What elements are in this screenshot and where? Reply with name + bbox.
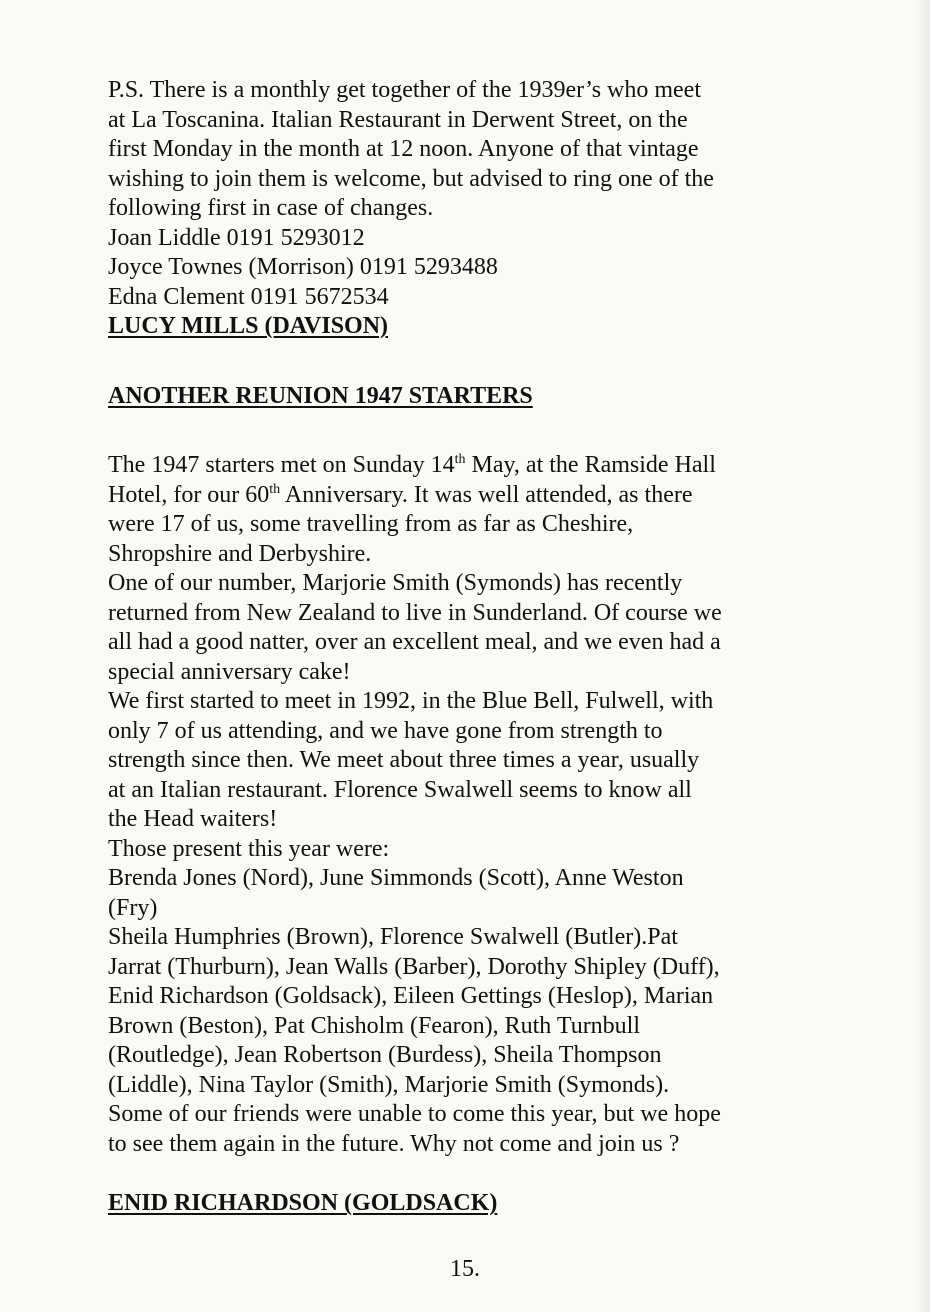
reunion-line: the Head waiters! <box>108 806 278 832</box>
reunion-line-text: Anniversary. It was well attended, as there <box>280 481 693 508</box>
reunion-line: Enid Richardson (Goldsack), Eileen Gettings (Heslop), Marian <box>108 983 714 1009</box>
reunion-line: Brenda Jones (Nord), June Simmonds (Scott), Anne Weston <box>108 865 684 891</box>
reunion-line: strength since then. We meet about three times a year, usually <box>108 747 700 773</box>
contact-item: Joan Liddle 0191 5293012 <box>108 224 365 251</box>
document-body <box>108 76 828 1219</box>
reunion-line: One of our number, Marjorie Smith (Symonds) has recently <box>108 570 683 596</box>
reunion-line-text: Hotel, for our 60 <box>108 481 270 508</box>
ordinal-suffix: th <box>269 481 281 497</box>
reunion-line: only 7 of us attending, and we have gone from strength to <box>108 717 663 744</box>
reunion-author-signature: ENID RICHARDSON (GOLDSACK) <box>108 1190 498 1216</box>
reunion-line: Sheila Humphries (Brown), Florence Swalwell (Butler).Pat <box>108 924 678 950</box>
spacer <box>108 1159 828 1189</box>
reunion-line: returned from New Zealand to live in Sunderland. Of course we <box>108 599 722 626</box>
reunion-line: Brown (Beston), Pat Chisholm (Fearon), Ruth Turnbull <box>108 1012 641 1039</box>
ps-line: P.S. There is a monthly get together of the 1939er’s who meet <box>108 77 702 103</box>
reunion-line: We first started to meet in 1992, in the Blue Bell, Fulwell, with <box>108 688 714 714</box>
ps-line: wishing to join them is welcome, but advised to ring one of the <box>108 165 714 192</box>
reunion-heading: ANOTHER REUNION 1947 STARTERS <box>108 382 533 409</box>
reunion-line: Some of our friends were unable to come this year, but we hope <box>108 1101 721 1127</box>
reunion-line: Shropshire and Derbyshire. <box>108 540 372 567</box>
reunion-line: Those present this year were: <box>108 835 390 862</box>
contact-list <box>108 224 828 313</box>
ordinal-suffix: th <box>454 452 466 467</box>
reunion-line: were 17 of us, some travelling from as far as Cheshire, <box>108 511 634 537</box>
reunion-line: (Liddle), Nina Taylor (Smith), Marjorie Smith (Symonds). <box>108 1071 670 1098</box>
page-number: 15. <box>450 1256 480 1282</box>
reunion-line-text: The 1947 starters met on Sunday 14 <box>108 452 455 478</box>
reunion-line: at an Italian restaurant. Florence Swalwell seems to know all <box>108 776 692 803</box>
reunion-paragraph <box>108 451 828 1159</box>
reunion-line: all had a good natter, over an excellent meal, and we even had a <box>108 629 721 655</box>
reunion-line: (Routledge), Jean Robertson (Burdess), Sheila Thompson <box>108 1042 662 1068</box>
ps-author-signature: LUCY MILLS (DAVISON) <box>108 313 389 339</box>
reunion-line: special anniversary cake! <box>108 658 351 685</box>
contact-item: Joyce Townes (Morrison) 0191 5293488 <box>108 254 498 280</box>
contact-item: Edna Clement 0191 5672534 <box>108 283 389 310</box>
reunion-line <box>108 481 828 511</box>
spacer <box>108 342 828 382</box>
reunion-line: (Fry) <box>108 894 158 921</box>
ps-line: at La Toscanina. Italian Restaurant in Derwent Street, on the <box>108 106 688 133</box>
reunion-line <box>108 451 828 481</box>
ps-line: first Monday in the month at 12 noon. Anyone of that vintage <box>108 136 699 162</box>
ps-paragraph <box>108 76 828 224</box>
spacer <box>108 411 828 451</box>
ps-line: following first in case of changes. <box>108 195 434 221</box>
page-edge-shadow <box>916 0 930 1312</box>
reunion-line: to see them again in the future. Why not come and join us ? <box>108 1130 680 1157</box>
reunion-line: Jarrat (Thurburn), Jean Walls (Barber), Dorothy Shipley (Duff), <box>108 953 720 980</box>
reunion-line-text: May, at the Ramside Hall <box>465 452 716 478</box>
